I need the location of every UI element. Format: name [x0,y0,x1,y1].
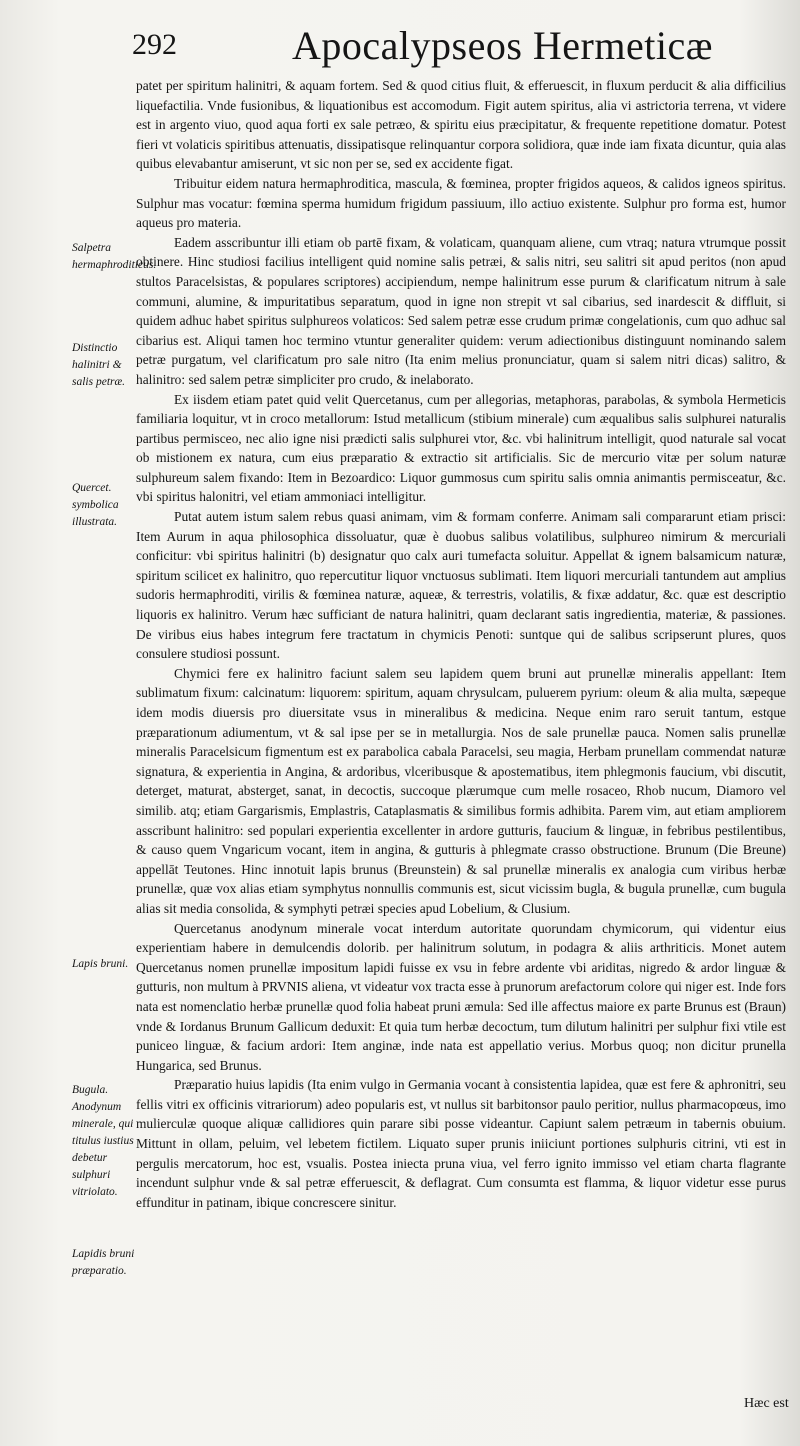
margin-note: Bugula. Anodynum minerale, qui titulus iustius debetur sulphuri vitriolato. [72,1084,134,1198]
margin-note: Quercet. symbolica illustrata. [72,482,119,528]
margin-note: Lapis bruni. [72,958,129,970]
catchword: Hæc est [744,1396,789,1411]
margin-note: Salpetra hermaphroditicus. [72,242,157,271]
paragraph: Putat autem istum salem rebus quasi animam, vim & formam conferre. Animam sali compararunt etiam prisci: Item Aurum in aqua philosophica dissoluatur, quæ è duobus salibus volatilibus, sulphureo nimirum & mercuriali conficitur: vbi spiritus halinitri (b) designatur quo calx auri tumefacta soluitur. Appellat & ignem balsamicum naturæ, spiritum scilicet ex halinitro, quo repercutitur liquor vnctuosus sublimati. Item liquori mercuriali tantundem aut amplius sudoris hermaphroditi, virilis & fœminea naturæ, aqueæ, & terrestris, volatilis, & fixæ addatur, &c. quæ est descriptio liquoris ex halinitro. Verum hæc sufficiant de natura halinitri, quam declarant satis ingredientia, materiæ, & passiones. De viribus eius habes integrum fere tractatum in chymicis Penoti: suntque qui de salibus scripserunt plures, quos consulere studiosi possunt. [136,509,786,662]
paragraph: Tribuitur eidem natura hermaphroditica, mascula, & fœminea, propter frigidos aqueos, & calidos igneos spiritus. Sulphur mas vocatur: fœmina sperma humidum frigidum passiuum, illo actiuo existente. Sulphur pro forma est, humor aqueus pro materia. [136,175,786,231]
running-title: Apocalypseos Hermeticæ [292,23,713,68]
paragraph: Ex iisdem etiam patet quid velit Quercetanus, cum per allegorias, metaphoras, parabolas, & symbola Hermeticis familiaria loquitur, vt in croco metallorum: Istud metallicum (stibium minerale) cum æqualibus salis sulphurei naturalis partibus permisceo, nec alio igne nisi prædicti salis sulphurei vtor, &c. vbi halinitrum intelligit, quod naturale sal vocat ob mistionem ex natura, cum eius præparatio & extractio sit artificialis. Sic de mercurio vitæ per solum naturæ sulphureum salem fixando: Item in Bezoardico: Liquor gummosus cum spiritu salis omnia animantis permisceatur, &c. vbi spiritus halonitri, vel etiam ammoniaci intelligitur. [136,391,786,505]
main-text [136,76,786,1212]
margin-note: Distinctio halinitri & salis petræ. [72,342,126,388]
paragraph: Chymici fere ex halinitro faciunt salem seu lapidem quem bruni aut prunellæ mineralis appellant: Item sublimatum fixum: calcinatum: liquorem: spiritum, aquam chrysulcam, puluerem pyrium: oleum & alia multa, sæpeque idem modis diuersis pro diuersitate vsus in mineralibus & medicina. Neque enim raro seruit tantum, estque præparationum adiumentum, vt & sal ipse per se in metallurgia. Nos de sale prunellæ pauca. Nomen salis prunellæ mineralis Paracelsicum figmentum est ex parabolica cabala Paracelsi, seu magia, Herbam prunellam commendat naturæ signatura, & experientia in Angina, & ardoribus, vlceribusque & apostematibus, item phlegmonis faucium, vbi discutit, deterget, maturat, absterget, sanat, in decoctis, succoque plærumque cum melle rosaceo, Rhob nucum, Diamoro vel similib. atq; etiam Gargarismis, Emplastris, Cataplasmatis & similibus formis adhibita. Parem vim, aut etiam ampliorem asscribunt halinitro: sed populari experientia excellenter in ardore gutturis, faucium & linguæ, in febribus pestilentibus, & causo quem Vngaricum vocant, item in angina, & gutturis à phlegmate crasso obstructione. Brunum (Die Breune) appellāt Teutones. Hinc innotuit lapis brunus (Breunstein) & sal prunellæ mineralis ex analogia cum viribus herbæ prunellæ, quæ vox alias etiam symphytus nonnullis communis est, sicut vicissim bugla, & bugula prunellæ, cum bugula alias sit media consolida, & symphyti petræi species apud Lobelium, & Clusium. [136,665,786,916]
paragraph: Quercetanus anodynum minerale vocat interdum autoritate quorundam chymicorum, qui videntur eius experientiam habere in demulcendis dolorib. per halinitrum solutum, in podagra & aliis arthriticis. Monet autem Quercetanus nomen prunellæ impositum lapidi fuisse ex vsu in febre ardente vbi ariditas, nigredo & ardor linguæ & gutturis, non multum à PRVNIS aliena, vt videatur vox tracta esse à prunorum arefactorum colore qui niger est. Inde fors nata est nomenclatio herbæ prunellæ quod folia habeat pruni æmula: Sed ille affectus maiore ex parte Brunus est (Braun) vnde & Iordanus Brunum Gallicum deduxit: Et quia tum herbæ decoctum, tum dilutum halinitri per sulphur fixi vtile est puniceo linguæ, & facium ardori: Item anginæ, inde nata est appellatio verius. Morbus quoq; non dicitur prunella Hungarica, sed Brunus. [136,920,786,1073]
paragraph: Eadem asscribuntur illi etiam ob partē fixam, & volaticam, quanquam aliene, cum vtraq; natura vtrumque possit obtinere. Hinc studiosi facilius intelligent quid nomine salis petræi, & salis nitri, seu salitri sit apud peritos (non apud stultos Paracelsistas, & populares scriptores) accipiendum, nempe halinitrum esse purum & clarificatum nitrum à sale communi, alumine, & impuritatibus separatum, quod in igne non strepit vt sal cibarius, sed inardescit & diffluit, si quidem adhuc habet spiritus sulphureos volaticos: Sed salem petræ esse crudum primæ congelationis, cum quo adhuc sal cibarius est. Aliqui tamen hoc termino vtuntur generaliter quidem: verum adiectionibus distinguunt nominando salem petræ purgatum, vel clarificatum pro sale nitro (Ita enim melius pronunciatur, quam si salem nitri dicas) salitro, & halinitro: sed salem petræ simpliciter pro crudo, & inelaborato. [136,234,786,387]
page-number: 292 [132,28,177,61]
paragraph: Præparatio huius lapidis (Ita enim vulgo in Germania vocant à consistentia lapidea, quæ est fere & aphronitri, seu fellis vitri ex officinis vitrariorum) adeo popularis est, vt nullus sit barbitonsor paulo peritior, nullus pharmacopœus, imo mulierculæ quoque aliquæ callidiores quin parare sibi posse videantur. Capiunt salem petræum in tabernis obuium. Mittunt in ollam, peluim, vel lebetem fictilem. Liquato super prunis iniiciunt portiones sulphuris citrini, vti est in pergulis mercatorum, hoc est, vsualis. Postea iniecta pruna viua, vel ferro ignito immisso vel etiam charta flagrante incendunt sulphur vnde & sal petræ efferuescit, & deflagrat. Cum consumta est flamma, & liquor videtur esse purus effunditur in patinam, ibique concrescere sinitur. [136,1077,786,1210]
paragraph: patet per spiritum halinitri, & aquam fortem. Sed & quod citius fluit, & efferuescit, in fluxum perducit & alia difficilius liquefactilia. Vnde fusionibus, & liquationibus est accomodum. Figit autem spiritus, alia vi astrictoria terrena, vt videre est in argento viuo, quod aqua forti ex sale petræo, & spiritu eius præcipitatur, & frequente repetitione domatur. Potest fieri vt volaticis spiritibus attenuatis, dissipatisque relinquantur corpora solidiora, quæ inde iam fixata dicuntur, quia alas quibus elevabantur amiserunt, vt sic non per se, sed ex accidente figat. [136,78,786,172]
margin-note: Lapidis bruni præparatio. [72,1248,135,1277]
